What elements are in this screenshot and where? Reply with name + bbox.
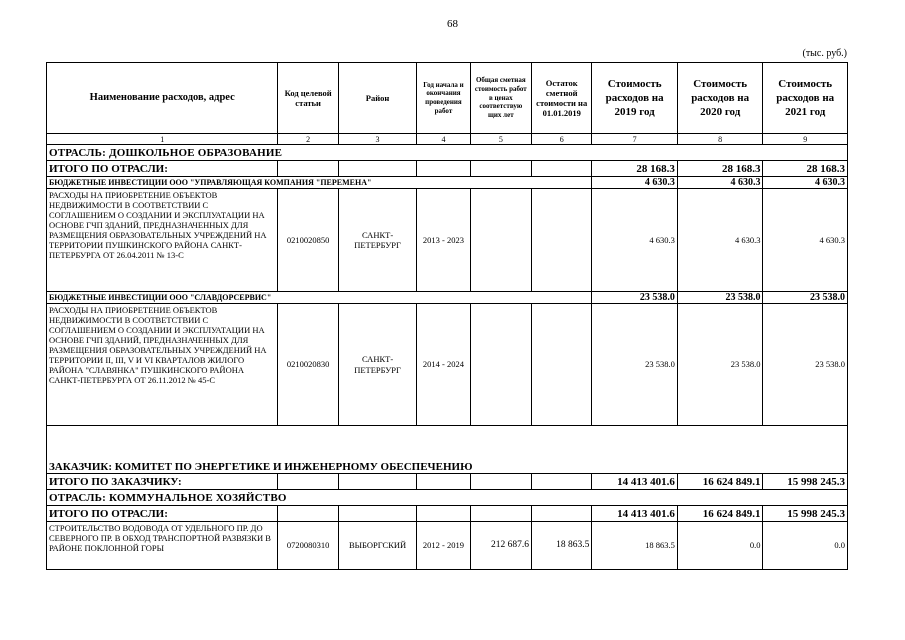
value-2020: 23 538.0 [677,292,763,304]
budget-table [46,62,848,570]
subtotal-label: БЮДЖЕТНЫЕ ИНВЕСТИЦИИ ООО "УПРАВЛЯЮЩАЯ КОМПАНИЯ "ПЕРЕМЕНА" [47,177,592,189]
subtotal-label: БЮДЖЕТНЫЕ ИНВЕСТИЦИИ ООО "СЛАВДОРСЕРВИС" [47,292,592,304]
value-2020: 4 630.3 [677,189,763,292]
value-2021: 23 538.0 [763,304,848,426]
value-2019: 14 413 401.6 [592,506,678,522]
customer-title: ЗАКАЗЧИК: КОМИТЕТ ПО ЭНЕРГЕТИКЕ И ИНЖЕНЕРНОМУ ОБЕСПЕЧЕНИЮ [47,460,848,474]
subtotal-row-peremena [47,177,848,189]
total-row-customer [47,474,848,490]
item-total-cost [470,189,531,292]
section-title: ОТРАСЛЬ: КОММУНАЛЬНОЕ ХОЗЯЙСТВО [47,490,848,506]
value-2019: 23 538.0 [592,304,678,426]
total-row-utilities [47,506,848,522]
column-number: 3 [338,134,416,145]
column-number: 1 [47,134,278,145]
column-number: 5 [470,134,531,145]
column-number-row [47,134,848,145]
item-remainder [532,189,592,292]
column-number: 2 [278,134,338,145]
value-2021: 15 998 245.3 [763,506,848,522]
value-2019: 18 863.5 [592,522,678,570]
detail-row-peremena [47,189,848,292]
page-number: 68 [447,18,458,30]
item-description: РАСХОДЫ НА ПРИОБРЕТЕНИЕ ОБЪЕКТОВ НЕДВИЖИМОСТИ В СООТВЕТСТВИИ С СОГЛАШЕНИЕМ О СОЗДАНИИ И ЭКСПЛУАТАЦИИ НА ОСНОВЕ ГЧП ЗДАНИЙ, ПРЕДНАЗНАЧЕННЫХ ДЛЯ РАЗМЕЩЕНИЯ ОБРАЗОВАТЕЛЬНЫХ УЧРЕЖДЕНИЙ НА ТЕРРИТОРИИ ПУШКИНСКОГО РАЙОНА САНКТ-ПЕТЕРБУРГА ОТ 26.04.2011 № 13-С [47,189,278,292]
value-2021: 0.0 [763,522,848,570]
item-region: САНКТ-ПЕТЕРБУРГ [338,189,416,292]
value-2019: 4 630.3 [592,189,678,292]
item-code: 0210020850 [278,189,338,292]
item-region: САНКТ-ПЕТЕРБУРГ [338,304,416,426]
item-remainder: 18 863.5 [532,522,592,570]
column-number: 7 [592,134,678,145]
header-row [47,63,848,134]
header-cost-2019: Стоимость расходов на 2019 год [592,63,678,134]
header-years: Год начала и окончания проведения работ [417,63,470,134]
item-total-cost: 212 687.6 [470,522,531,570]
header-cost-2021: Стоимость расходов на 2021 год [763,63,848,134]
item-code: 0210020830 [278,304,338,426]
column-number: 9 [763,134,848,145]
item-years: 2014 - 2024 [417,304,470,426]
header-name: Наименование расходов, адрес [47,63,278,134]
value-2021: 4 630.3 [763,189,848,292]
column-number: 8 [677,134,763,145]
value-2020: 28 168.3 [677,161,763,177]
value-2020: 16 624 849.1 [677,506,763,522]
total-label: ИТОГО ПО ЗАКАЗЧИКУ: [47,474,278,490]
value-2021: 28 168.3 [763,161,848,177]
value-2019: 14 413 401.6 [592,474,678,490]
units-label: (тыс. руб.) [802,48,847,59]
item-description: РАСХОДЫ НА ПРИОБРЕТЕНИЕ ОБЪЕКТОВ НЕДВИЖИМОСТИ В СООТВЕТСТВИИ С СОГЛАШЕНИЕМ О СОЗДАНИИ И ЭКСПЛУАТАЦИИ НА ОСНОВЕ ГЧП ЗДАНИЙ, ПРЕДНАЗНАЧЕННЫХ ДЛЯ РАЗМЕЩЕНИЯ ОБРАЗОВАТЕЛЬНЫХ УЧРЕЖДЕНИЙ НА ТЕРРИТОРИИ II, III, V И VI КВАРТАЛОВ ЖИЛОГО РАЙОНА "СЛАВЯНКА" ПУШКИНСКОГО РАЙОНА САНКТ-ПЕТЕРБУРГА ОТ 26.11.2012 № 45-С [47,304,278,426]
value-2019: 23 538.0 [592,292,678,304]
item-region: ВЫБОРГСКИЙ [338,522,416,570]
value-2020: 0.0 [677,522,763,570]
total-label: ИТОГО ПО ОТРАСЛИ: [47,161,278,177]
column-number: 6 [532,134,592,145]
header-remainder: Остаток сметной стоимости на 01.01.2019 [532,63,592,134]
item-years: 2012 - 2019 [417,522,470,570]
column-number: 4 [417,134,470,145]
subtotal-row-slavdor [47,292,848,304]
item-remainder [532,304,592,426]
detail-row-slavdor [47,304,848,426]
item-years: 2013 - 2023 [417,189,470,292]
value-2021: 4 630.3 [763,177,848,189]
item-description: СТРОИТЕЛЬСТВО ВОДОВОДА ОТ УДЕЛЬНОГО ПР. ДО СЕВЕРНОГО ПР. В ОБХОД ТРАНСПОРТНОЙ РАЗВЯЗКИ В РАЙОНЕ ПОКЛОННОЙ ГОРЫ [47,522,278,570]
value-2021: 23 538.0 [763,292,848,304]
value-2020: 4 630.3 [677,177,763,189]
value-2019: 4 630.3 [592,177,678,189]
value-2019: 28 168.3 [592,161,678,177]
header-total-cost: Общая сметная стоимость работ в ценах соответствую щих лет [470,63,531,134]
spacer-row [47,426,848,461]
value-2020: 23 538.0 [677,304,763,426]
detail-row-water [47,522,848,570]
section-row-utilities [47,490,848,506]
total-label: ИТОГО ПО ОТРАСЛИ: [47,506,278,522]
section-title: ОТРАСЛЬ: ДОШКОЛЬНОЕ ОБРАЗОВАНИЕ [47,145,848,161]
value-2020: 16 624 849.1 [677,474,763,490]
header-cost-2020: Стоимость расходов на 2020 год [677,63,763,134]
header-code: Код целевой статьи [278,63,338,134]
item-code: 0720080310 [278,522,338,570]
total-row-education [47,161,848,177]
header-region: Район [338,63,416,134]
item-total-cost [470,304,531,426]
value-2021: 15 998 245.3 [763,474,848,490]
section-row-education [47,145,848,161]
customer-row [47,460,848,474]
